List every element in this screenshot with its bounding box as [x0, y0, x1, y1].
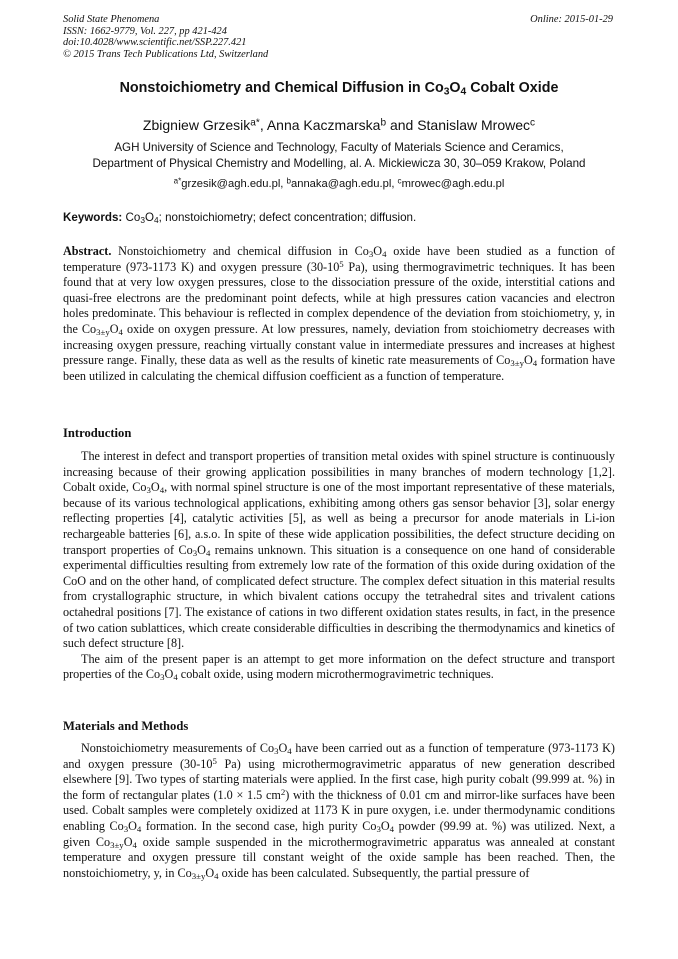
introduction-body: [63, 449, 615, 683]
email-link[interactable]: mrowec@agh.edu.pl: [401, 178, 505, 190]
affiliation-line: Department of Physical Chemistry and Modelling, al. A. Mickiewicza 30, 30–059 Krakow, Poland: [92, 156, 586, 170]
author-name: and Stanislaw Mrowec: [386, 117, 531, 133]
abstract: Abstract. Nonstoichiometry and chemical diffusion in $Co_3O_4$ oxide have been studied as a function of temperature (973-1173 K) and oxygen pressure ($30-10^5$ Pa), using thermogravimetric techniques. It has been found that at very low oxygen pressures, close to the dissociation pressure of the oxide, interstitial cations and quasi-free electrons are the predominant point defects, while at high pressures cation vacancies and electron holes predominate. This behaviour is reflected in complex dependence of the deviation from stoichiometry, y, in the $Co3\pm yO_4$ oxide on oxygen pressure. At low pressures, namely, deviation from stoichiometry decreases with increasing oxygen pressure, reaching virtually constant value in intermediate pressures and increases at highest pressure range. Finally, these data as well as the results of kinetic rate measurements of $Co3\pm yO_4$ formation have been utilized in calculating the chemical diffusion coefficient as a function of temperature.: [63, 244, 616, 383]
paper-title: Nonstoichiometry and Chemical Diffusion in $Co_3O_4$ Cobalt Oxide: [119, 80, 559, 98]
section-heading-methods: Materials and Methods: [63, 719, 189, 733]
abstract-label: Abstract.: [63, 244, 112, 258]
methods-body: [63, 741, 615, 881]
author-list: Zbigniew Grzesik$^{a*}$, Anna Kaczmarska$^b$ and Stanislaw Mrowec$^c$: [142, 117, 536, 133]
doi-line: doi:10.4028/www.scientific.net/SSP.227.421: [63, 37, 247, 49]
journal-name: Solid State Phenomena: [63, 14, 160, 25]
paragraph: The interest in defect and transport properties of transition metal oxides with spinel structure is continuously increasing because of their growing application possibilities in many branches of modern technology [1,2]. Cobalt oxide, $Co_3O_4$, with normal spinel structure is one of the most important representative of these materials, because of its various technological applications, exhibiting among others gas sensor behavior [3], solar energy reflecting properties [4], catalytic activities [5], as well as being a precursor for anode materials in Li-ion rechargeable batteries [6], a.s.o. In spite of these wide application possibilities, the defect structure deciding on transport properties of $Co_3O_4$ remains unknown. This situation is a consequence on one hand of considerable experimental difficulties resulting from extremely low rate of the formation of this oxide during oxidation of the CoO and on the other hand, of complicated defect structure. The complex defect situation in this material results from crystallographic structure, in which bivalent cations occupy the tetrahedral sites and trivalent cations octahedral positions [7]. The existance of cations in two different oxidation states results, in fact, in the presence of two cation sublattices, which create considerable difficulties in describing the thermodynamics and kinetics of such defect structure [8].: [63, 449, 615, 651]
email-link[interactable]: annaka@agh.edu.pl,: [291, 178, 398, 190]
keywords: Keywords: $Co_3O_4$; nonstoichiometry; defect concentration; diffusion.: [63, 211, 417, 226]
keywords-label: Keywords:: [63, 211, 123, 224]
author-name: Zbigniew Grzesik: [142, 117, 251, 133]
paragraph: The aim of the present paper is an attempt to get more information on the defect structure and transport properties of the $Co_3O_4$ cobalt oxide, using modern microthermogravimetric techniques.: [63, 651, 615, 683]
affiliation-line: AGH University of Science and Technology, Faculty of Materials Science and Ceramics,: [114, 141, 564, 154]
copyright-line: © 2015 Trans Tech Publications Ltd, Switzerland: [63, 48, 269, 60]
issn-line: ISSN: 1662-9779, Vol. 227, pp 421-424: [63, 25, 227, 37]
author-name: , Anna Kaczmarska: [259, 117, 381, 133]
running-header: [63, 14, 613, 60]
email-link[interactable]: grzesik@agh.edu.pl,: [181, 178, 287, 190]
affiliation: [0, 140, 678, 171]
paragraph: Nonstoichiometry measurements of $Co_3O_4$ have been carried out as a function of temperature (973-1173 K) and oxygen pressure ($30-10^5$ Pa) using microthermogravimetric apparatus of new generation described elsewhere [9]. Two types of starting materials were applied. In the first case, high purity cobalt (99.999 at. %) in the form of rectangular plates (1.0 × 1.5 $cm^2$) with the thickness of 0.01 cm and mirror-like surfaces have been used. Cobalt samples were completely oxidized at 1173 K in pure oxygen, i.e. under thermodynamic conditions enabling $Co_3O_4$ formation. In the second case, high purity $Co_3O_4$ powder (99.99 at. %) was utilized. Next, a given $Co3\pm yO_4$ oxide sample suspended in the microthermogravimetric apparatus was annealed at constant temperature and oxygen pressure till constant weight of the oxide sample has been reached. Then, the nonstoichiometry, y, in $Co3\pm yO_4$ oxide has been calculated. Subsequently, the partial pressure of: [63, 741, 616, 881]
author-emails: $^{a*}$grzesik@agh.edu.pl, $^b$annaka@agh.edu.pl, $^c$mrowec@agh.edu.pl: [173, 176, 505, 190]
online-date: Online: 2015-01-29: [530, 14, 613, 25]
section-heading-introduction: Introduction: [63, 426, 132, 440]
